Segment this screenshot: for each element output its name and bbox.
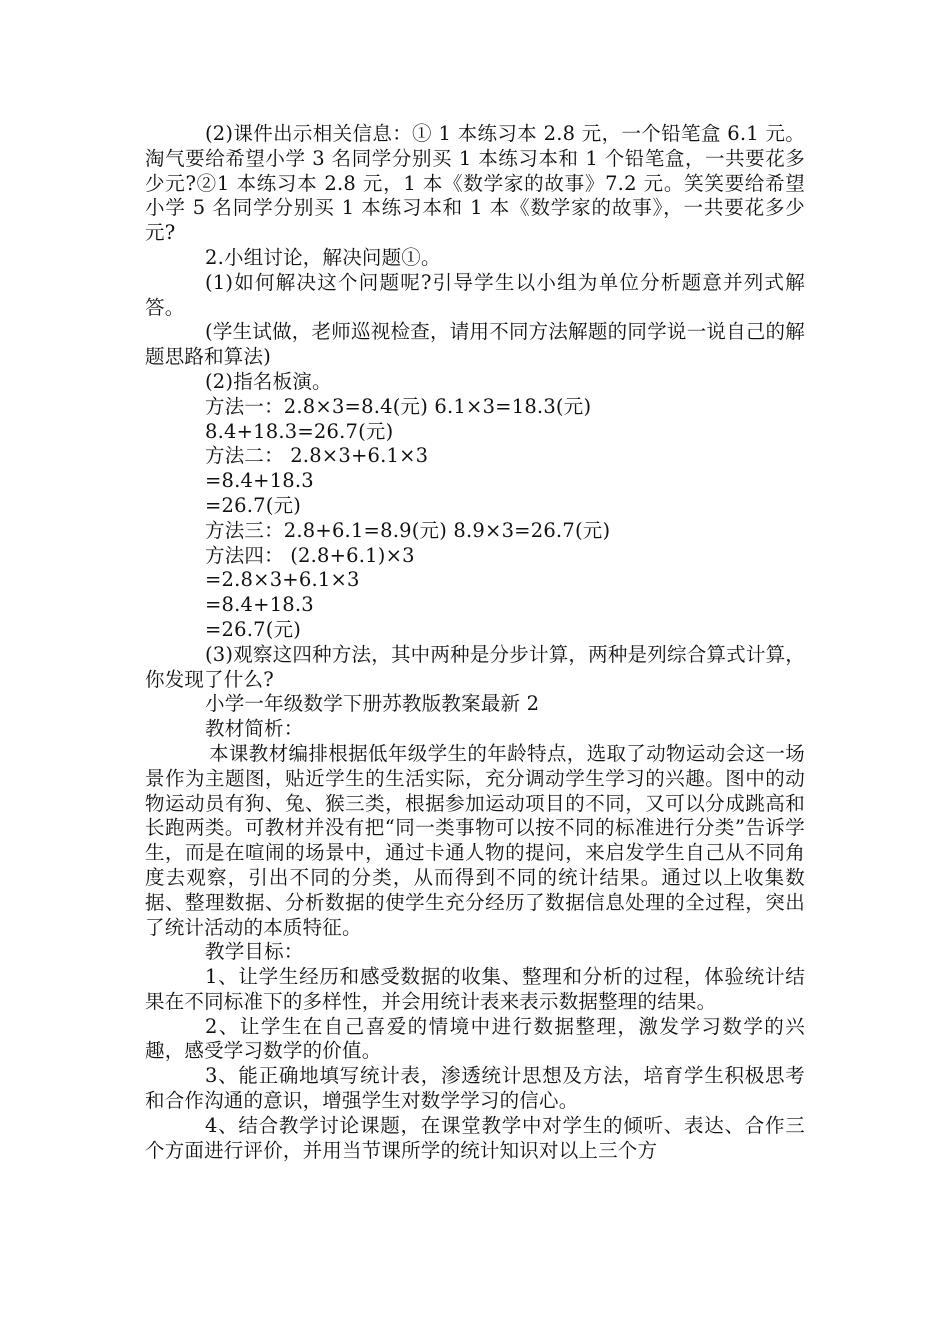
method-two-line: 方法二： 2.8×3+6.1×3 — [205, 444, 429, 468]
heading-teaching-goals: 教学目标： — [205, 940, 304, 964]
paragraph-textbook-analysis: 本课教材编排根据低年级学生的年龄特点，选取了动物运动会这一场景作为主题图，贴近学生的生活实际，充分调动学生学习的兴趣。图中的动物运动员有狗、兔、猴三类，根据参加运动项目的不同，又可以分成跳高和长跑两类。可教材并没有把“同一类事物可以按不同的标准进行分类”告诉学生，而是在喧闹的场景中，通过卡通人物的提问，来启发学生自己从不同角度去观察，引出不同的分类，从而得到不同的统计结果。通过以上收集数据、整理数据、分析数据的使学生充分经历了数据信息处理的全过程，突出了统计活动的本质特征。 — [145, 741, 805, 939]
goal-item-1: 1、让学生经历和感受数据的收集、整理和分析的过程，体验统计结果在不同标准下的多样性，并会用统计表来表示数据整理的结果。 — [145, 965, 805, 1013]
goal-item-4: 4、结合教学讨论课题，在课堂教学中对学生的倾听、表达、合作三个方面进行评价，并用当节课所学的统计知识对以上三个方 — [145, 1113, 805, 1162]
method-three-line: 方法三：2.8+6.1=8.9(元) 8.9×3=26.7(元) — [205, 518, 611, 542]
goal-item-2: 2、让学生在自己喜爱的情境中进行数据整理，激发学习数学的兴趣，感受学习数学的价值。 — [145, 1014, 805, 1063]
method-two-result: =26.7(元) — [205, 493, 302, 517]
paragraph-observe-methods: (3)观察这四种方法，其中两种是分步计算，两种是列综合算式计算，你发现了什么? — [145, 642, 805, 691]
method-four-line: 方法四： (2.8+6.1)×3 — [205, 543, 415, 567]
method-four-step-1: =2.8×3+6.1×3 — [205, 568, 360, 592]
method-two-step: =8.4+18.3 — [205, 469, 314, 493]
method-four-result: =26.7(元) — [205, 617, 302, 641]
goal-item-3: 3、能正确地填写统计表，渗透统计思想及方法，培育学生积极思考和合作沟通的意识，增强学生对数学学习的信心。 — [145, 1064, 805, 1113]
heading-textbook-analysis: 教材简析： — [205, 717, 304, 741]
paragraph-student-trial: (学生试做，老师巡视检查，请用不同方法解题的同学说一说自己的解题思路和算法) — [145, 320, 805, 369]
method-one-line: 方法一：2.8×3=8.4(元) 6.1×3=18.3(元) — [205, 394, 592, 418]
section-title: 小学一年级数学下册苏教版教案最新 2 — [205, 692, 540, 716]
paragraph-board-demo: (2)指名板演。 — [205, 369, 332, 393]
method-four-step-2: =8.4+18.3 — [205, 593, 314, 617]
paragraph-problem-info: (2)课件出示相关信息：① 1 本练习本 2.8 元，一个铅笔盒 6.1 元。淘气要给希望小学 3 名同学分别买 1 本练习本和 1 个铅笔盒，一共要花多少元?②1 本练习本 2.8 元，1 本《数学家的故事》7.2 元。笑笑要给希望小学 5 名同学分别买 1 本练习本和 1 本《数学家的故事》，一共要花多少元? — [145, 122, 805, 245]
method-one-result: 8.4+18.3=26.7(元) — [205, 419, 394, 443]
paragraph-how-to-solve: (1)如何解决这个问题呢?引导学生以小组为单位分析题意并列式解答。 — [145, 270, 805, 319]
paragraph-group-discussion: 2.小组讨论，解决问题①。 — [205, 245, 441, 269]
document-body — [145, 122, 805, 1163]
